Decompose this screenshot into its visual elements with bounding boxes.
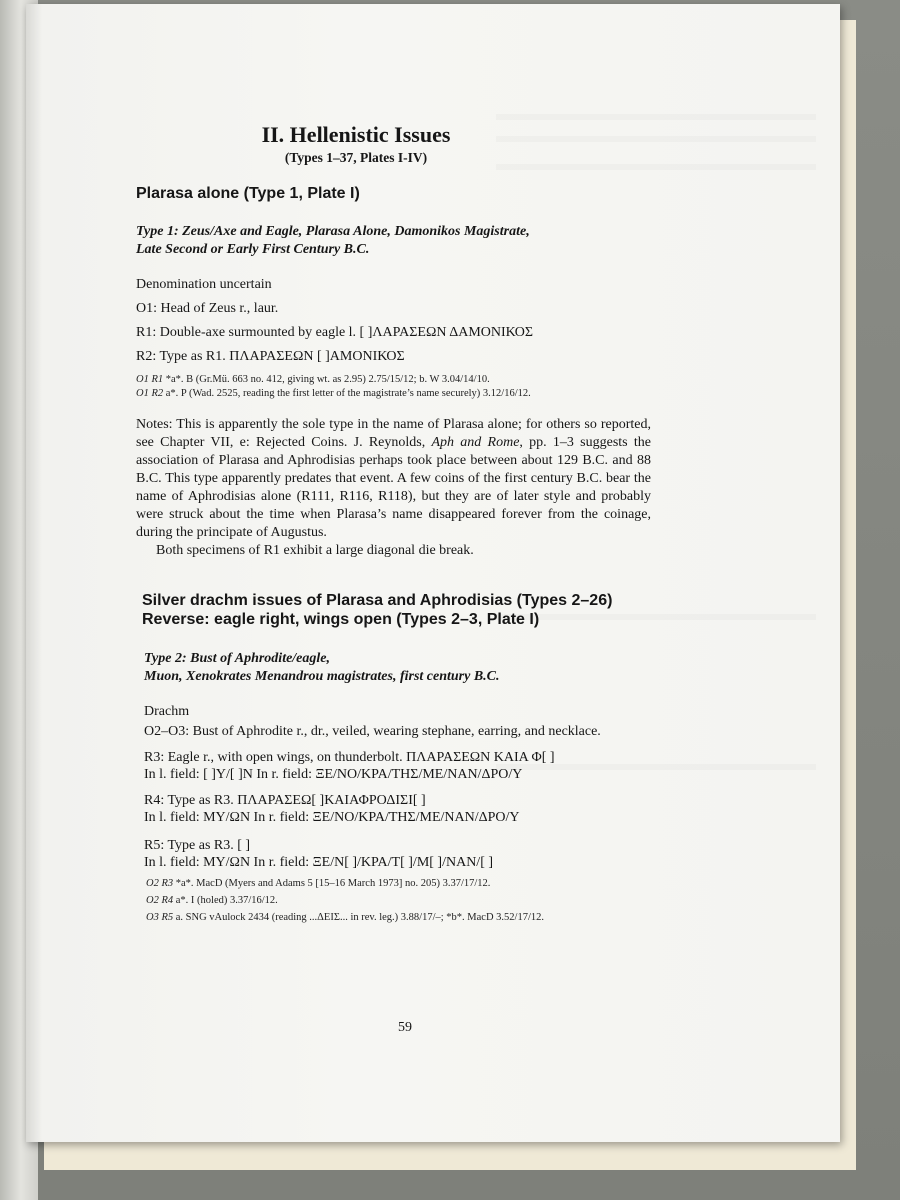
type1-heading-line2: Late Second or Early First Century B.C. xyxy=(136,242,370,257)
specimen-label: O2 R4 xyxy=(146,895,174,906)
chapter-title: II. Hellenistic Issues xyxy=(261,122,451,147)
type1-heading-line1: Type 1: Zeus/Axe and Eagle, Plarasa Alone, Damonikos Magistrate, xyxy=(136,224,530,239)
notes-block xyxy=(136,416,651,560)
page-number: 59 xyxy=(398,1020,412,1035)
specimen-text: *a*. B (Gr.Mü. 663 no. 412, giving wt. as 2.95) 2.75/15/12; b. W 3.04/14/10. xyxy=(165,374,490,385)
type2-heading-line1: Type 2: Bust of Aphrodite/eagle, xyxy=(144,651,330,666)
specimen-o2-r3 xyxy=(146,878,490,889)
specimen-label: O1 R2 xyxy=(136,388,164,399)
chapter-subtitle: (Types 1–37, Plates I-IV) xyxy=(284,150,428,165)
notes-paragraph xyxy=(136,416,651,542)
specimen-text: *a*. MacD (Myers and Adams 5 [15–16 March 1973] no. 205) 3.37/17/12. xyxy=(175,878,491,889)
denomination-uncertain: Denomination uncertain xyxy=(136,277,272,292)
reverse-r3-line1: R3: Eagle r., with open wings, on thunderbolt. ΠΛΑΡΑΣΕΩΝ ΚΑΙΑ Φ[ ] xyxy=(144,750,555,765)
notes-die-break: Both specimens of R1 exhibit a large diagonal die break. xyxy=(156,543,474,558)
show-through-line xyxy=(496,114,816,120)
book-page xyxy=(26,4,840,1142)
reverse-r5-line1: R5: Type as R3. [ ] xyxy=(144,838,251,853)
section-heading-drachm: Silver drachm issues of Plarasa and Aphrodisias (Types 2–26) xyxy=(142,592,613,609)
specimen-text: a. SNG vAulock 2434 (reading ...ΔΕΙΣ... in rev. leg.) 3.88/17/–; *b*. MacD 3.52/17/12. xyxy=(175,912,544,923)
section-subheading-eagle: Reverse: eagle right, wings open (Types 2–3, Plate I) xyxy=(142,611,540,628)
denomination-drachm: Drachm xyxy=(144,704,190,719)
reverse-r5-line2: In l. field: ΜΥ/ΩΝ In r. field: ΞΕ/Ν[ ]/ΚΡΑ/Τ[ ]/Μ[ ]/ΝΑΝ/[ ] xyxy=(144,855,494,870)
obverse-o2-o3: O2–O3: Bust of Aphrodite r., dr., veiled, wearing stephane, earring, and necklace. xyxy=(144,724,601,739)
show-through-line xyxy=(496,164,816,170)
reverse-r3-line2: In l. field: [ ]Υ/[ ]Ν In r. field: ΞΕ/ΝΟ/ΚΡΑ/ΤΗΣ/ΜΕ/ΝΑΝ/ΔΡΟ/Υ xyxy=(144,767,523,782)
specimen-label: O3 R5 xyxy=(146,912,174,923)
specimen-o3-r5 xyxy=(146,912,544,923)
notes-reference: Aph and Rome xyxy=(431,435,520,450)
specimen-o2-r4 xyxy=(146,895,278,906)
reverse-r1: R1: Double-axe surmounted by eagle l. [ ]ΛΑΡΑΣΕΩΝ ΔΑΜΟΝΙΚΟΣ xyxy=(136,325,534,340)
specimen-o1-r2 xyxy=(136,388,531,399)
notes-text: Notes: This is apparently the sole type in the name of Plarasa alone; for others so reported, see Chapter VII, e: Rejected Coins. J. Reynolds, xyxy=(136,417,651,450)
show-through-line xyxy=(496,614,816,620)
obverse-o1: O1: Head of Zeus r., laur. xyxy=(136,301,279,316)
specimen-label: O1 R1 xyxy=(136,374,164,385)
section-heading-plarasa: Plarasa alone (Type 1, Plate I) xyxy=(136,185,360,202)
show-through-line xyxy=(496,136,816,142)
specimen-label: O2 R3 xyxy=(146,878,174,889)
reverse-r4-line1: R4: Type as R3. ΠΛΑΡΑΣΕΩ[ ]ΚΑΙΑΦΡΟΔΙΣΙ[ ] xyxy=(144,793,426,808)
type2-heading-line2: Muon, Xenokrates Menandrou magistrates, first century B.C. xyxy=(144,669,500,684)
reverse-r2: R2: Type as R1. ΠΛΑΡΑΣΕΩΝ [ ]ΑΜΟΝΙΚΟΣ xyxy=(136,349,405,364)
specimen-text: a*. P (Wad. 2525, reading the first letter of the magistrate’s name securely) 3.12/16/12. xyxy=(165,388,531,399)
specimen-o1-r1 xyxy=(136,374,490,385)
notes-text-continued: , pp. 1–3 suggests the association of Plarasa and Aphrodisias perhaps took place between about 129 B.C. and 88 B.C. This type apparently predates that event. A few coins of the first century B.C. bear the name of Aphrodisias alone (R111, R116, R118), but they are of later style and probably were struck about the time when Plarasa’s name disappeared forever from the coinage, during the principate of Augustus. xyxy=(136,435,651,540)
reverse-r4-line2: In l. field: ΜΥ/ΩΝ In r. field: ΞΕ/ΝΟ/ΚΡΑ/ΤΗΣ/ΜΕ/ΝΑΝ/ΔΡΟ/Υ xyxy=(144,810,520,825)
specimen-text: a*. I (holed) 3.37/16/12. xyxy=(175,895,278,906)
